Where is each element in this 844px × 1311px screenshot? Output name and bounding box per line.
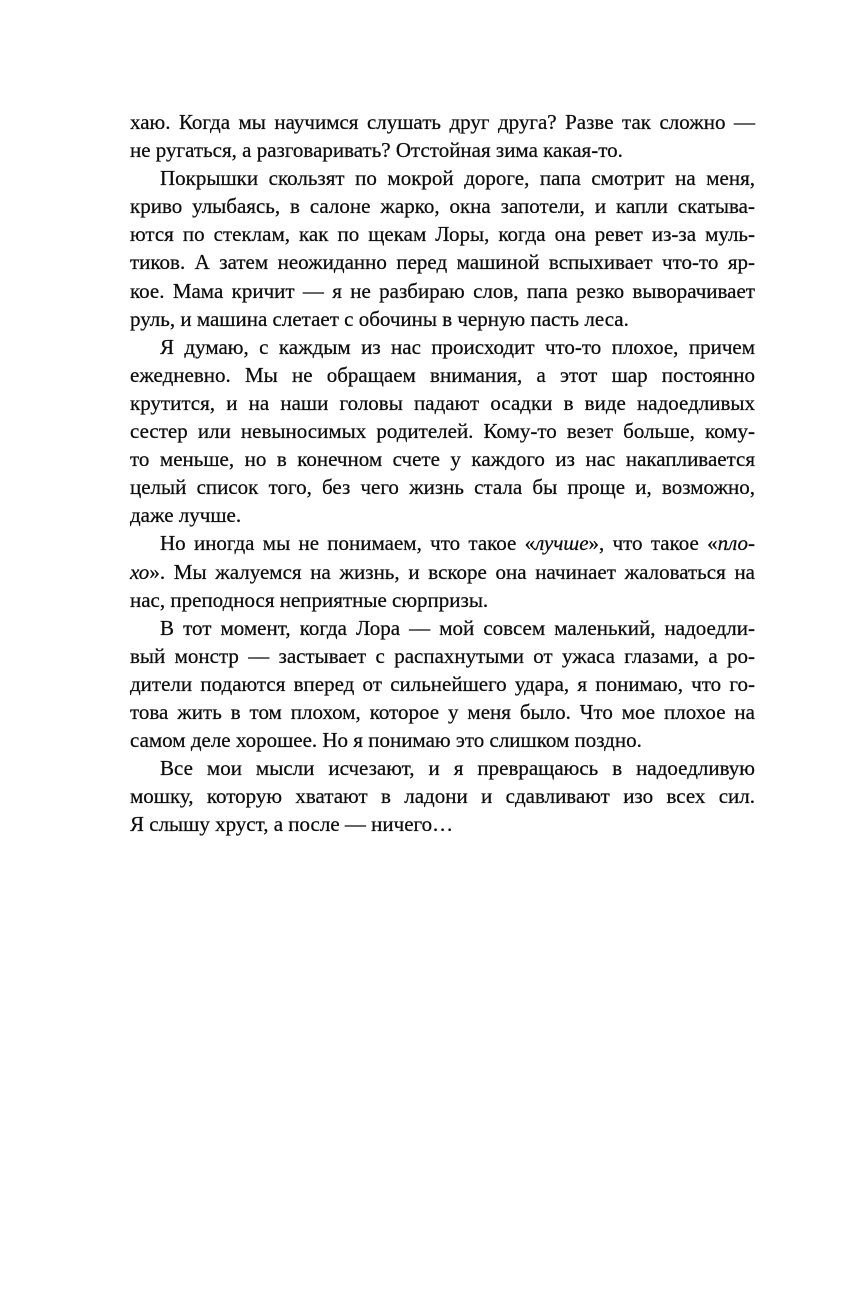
text-line: ежедневно. Мы не обращаем внимания, а этот шар постоянно — [130, 362, 755, 387]
text-line — [130, 558, 755, 586]
text-line — [130, 529, 755, 557]
emphasized-text-segment: хо — [130, 559, 150, 584]
text-line: кое. Мама кричит — я не разбираю слов, папа резко выворачивает — [130, 278, 755, 303]
emphasized-text-segment: пло- — [717, 531, 755, 556]
text-line: сестер или невыносимых родителей. Кому-то везет больше, кому- — [130, 419, 755, 444]
paragraph — [130, 529, 755, 613]
text-line: Покрышки скользят по мокрой дороге, папа смотрит на меня, — [160, 166, 755, 191]
text-line: крутится, и на наши головы падают осадки в виде надоедливых — [130, 390, 755, 415]
text-line: самом деле хорошее. Но я понимаю это слишком поздно. — [130, 728, 642, 753]
text-line: тиков. А затем неожиданно перед машиной вспыхивает что-то яр- — [130, 250, 755, 275]
paragraph — [130, 614, 755, 754]
text-line: хаю. Когда мы научимся слушать друг друга? Разве так сложно — — [130, 110, 755, 134]
text-line: мошку, которую хватают в ладони и сдавливают изо всех сил. — [130, 784, 755, 809]
text-line: дители подаются вперед от сильнейшего удара, я понимаю, что го- — [130, 671, 755, 696]
text-line: В тот момент, когда Лора — мой совсем маленький, надоедли- — [160, 615, 755, 640]
text-line: вый монстр — застывает с распахнутыми от ужаса глазами, а ро- — [130, 643, 755, 668]
text-line: целый список того, без чего жизнь стала бы проще и, возможно, — [130, 475, 755, 500]
text-segment: ». Мы жалуемся на жизнь, и вскоре она начинает жаловаться на — [149, 559, 755, 584]
text-line: Я думаю, с каждым из нас происходит что-то плохое, причем — [160, 334, 755, 359]
paragraph — [130, 754, 755, 838]
text-line: криво улыбаясь, в салоне жарко, окна запотели, и капли скатыва- — [130, 194, 755, 219]
text-line: това жить в том плохом, которое у меня было. Что мое плохое на — [130, 699, 755, 724]
paragraph — [130, 333, 755, 530]
text-line: Все мои мысли исчезают, и я превращаюсь в надоедливую — [160, 756, 755, 781]
text-line: то меньше, но в конечном счете у каждого из нас накапливается — [130, 447, 755, 472]
text-line: не ругаться, а разговаривать? Отстойная зима какая-то. — [130, 138, 623, 163]
text-line: нас, преподнося неприятные сюрпризы. — [130, 587, 489, 612]
page-text-block — [130, 108, 755, 838]
text-segment: Но иногда мы не понимаем, что такое « — [160, 531, 536, 556]
paragraph — [130, 108, 755, 164]
text-segment: », что такое « — [588, 531, 718, 556]
emphasized-text-segment: лучше — [535, 531, 589, 556]
text-line: ются по стеклам, как по щекам Лоры, когда она ревет из-за муль- — [130, 222, 755, 247]
text-line: Я слышу хруст, а после — ничего… — [130, 812, 454, 837]
paragraph — [130, 164, 755, 333]
text-line: руль, и машина слетает с обочины в черную пасть леса. — [130, 306, 629, 331]
text-line: даже лучше. — [130, 503, 242, 528]
